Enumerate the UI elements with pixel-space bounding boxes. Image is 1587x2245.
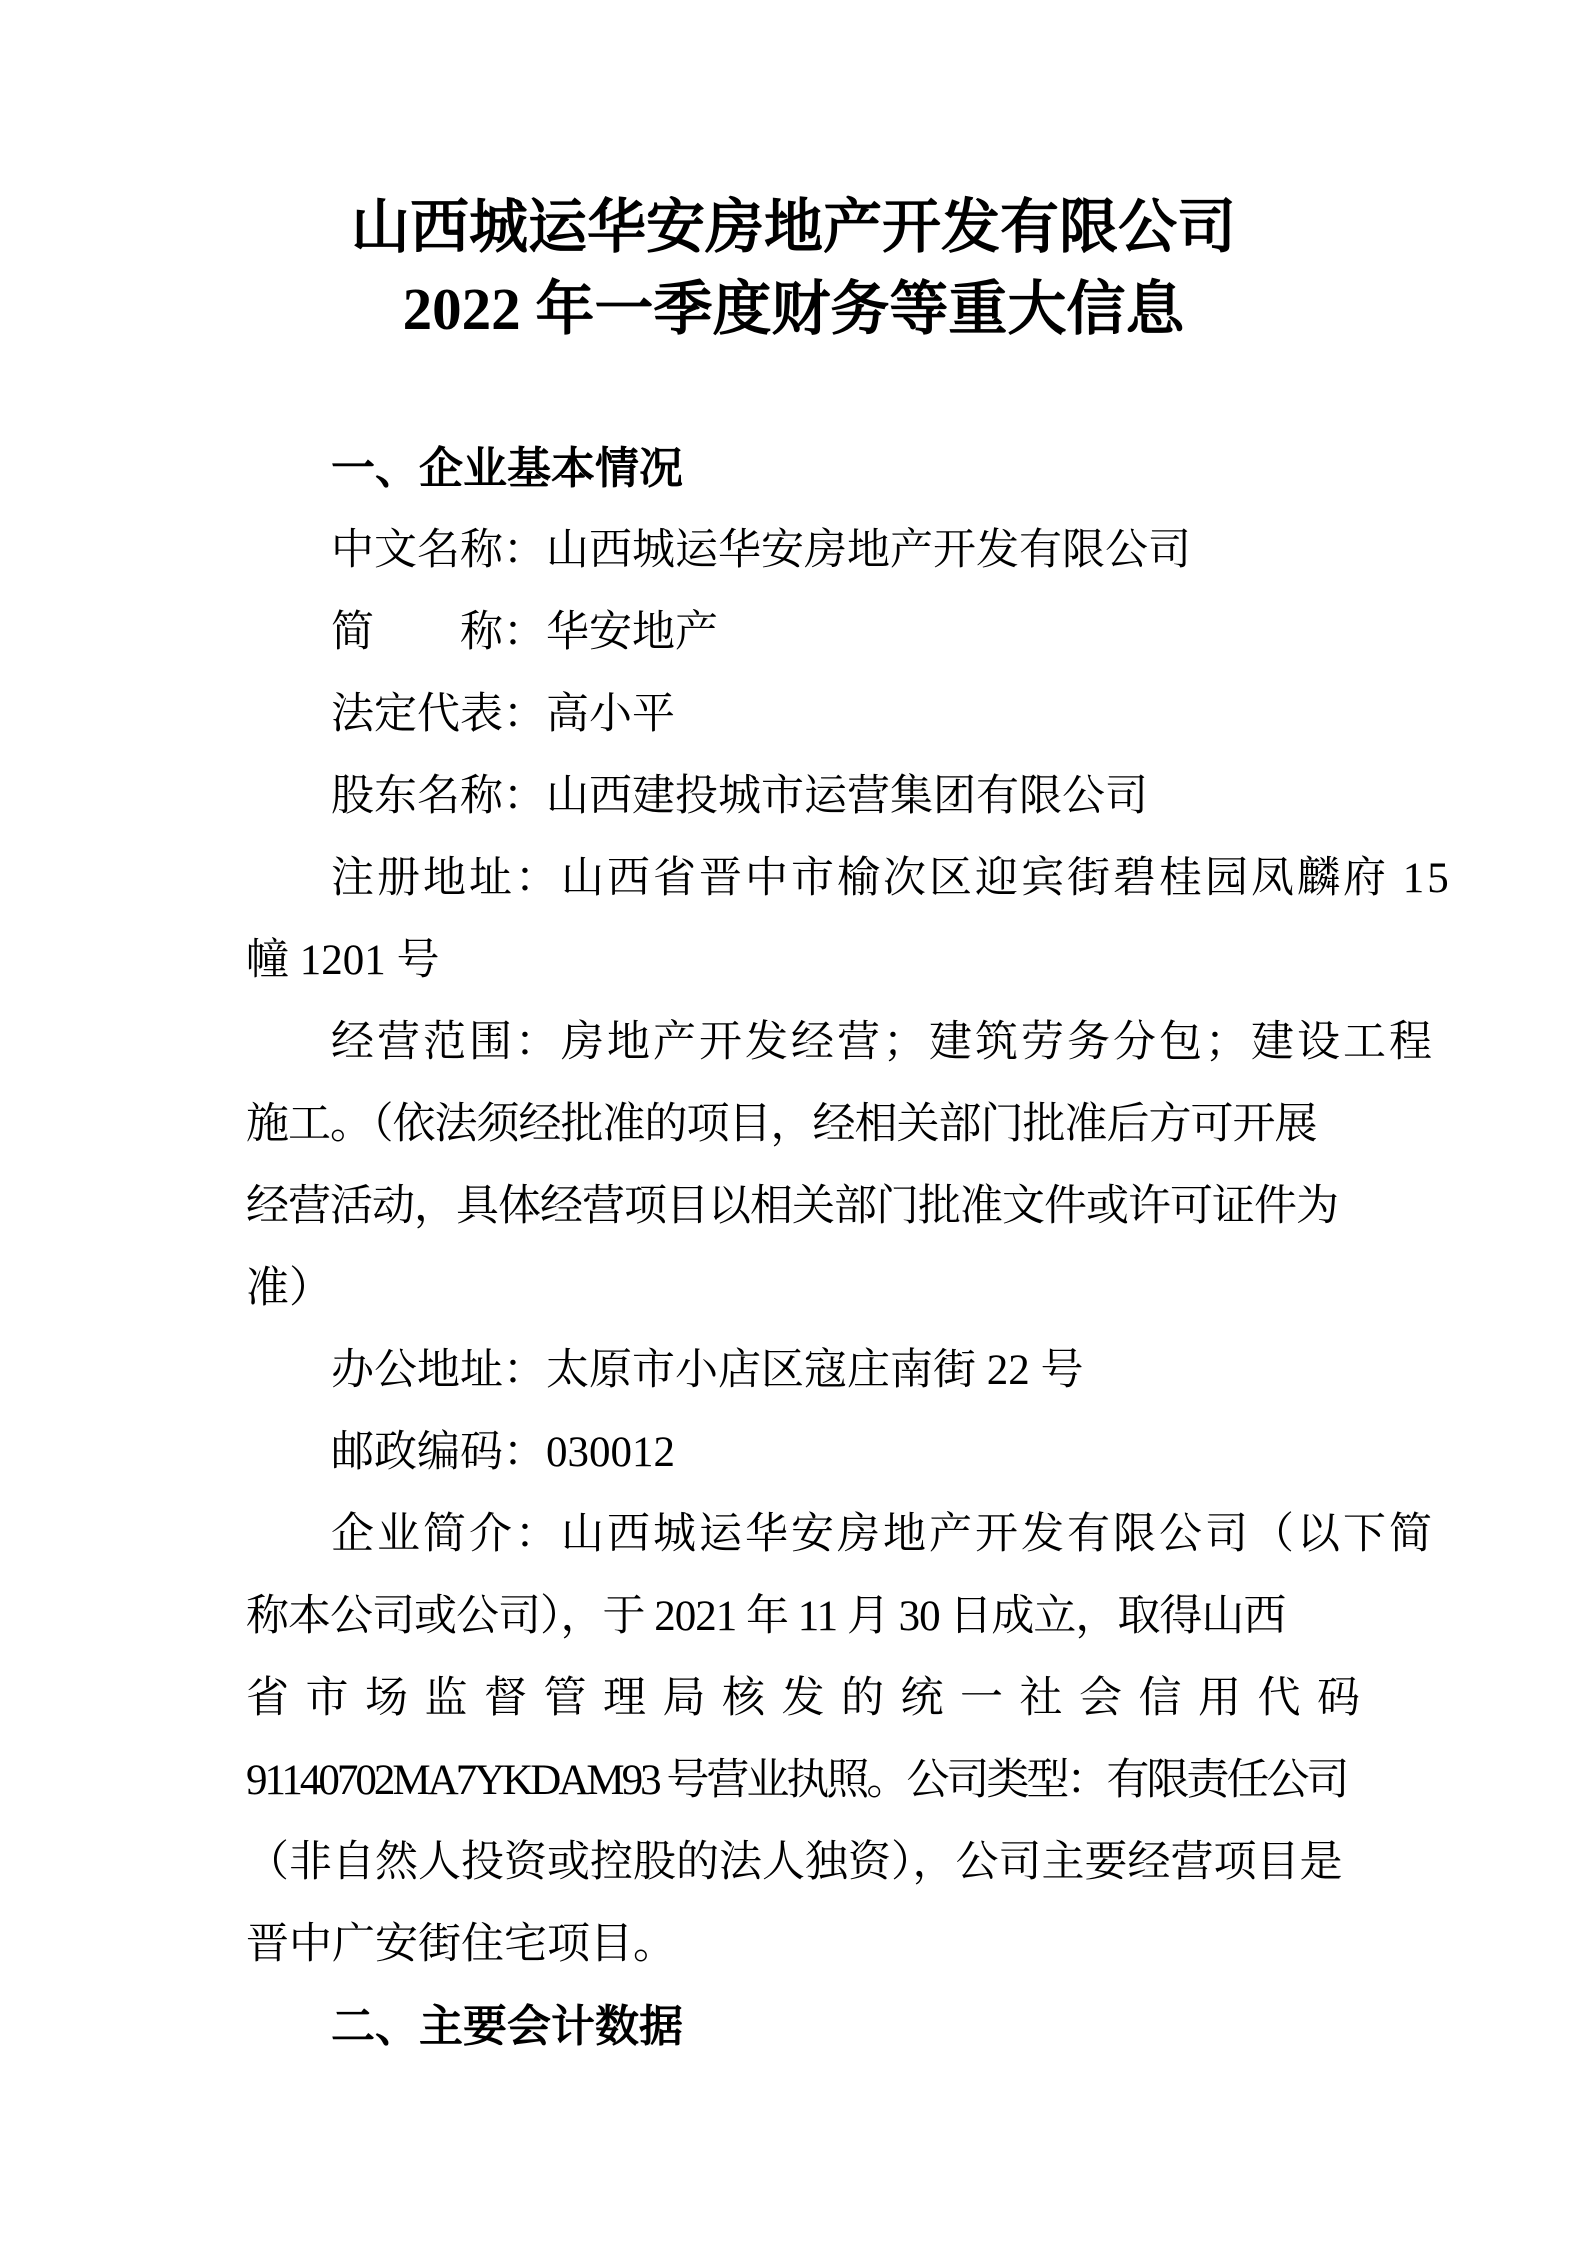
company-profile-line-1: 企业简介：山西城运华安房地产开发有限公司（以下简 <box>331 1511 1435 1558</box>
title-line-2: 2022 年一季度财务等重大信息 <box>402 276 1185 342</box>
field-shareholder-name: 股东名称：山西建投城市运营集团有限公司 <box>331 773 1148 820</box>
company-profile-line-2: 称本公司或公司），于 2021 年 11 月 30 日成立，取得山西 <box>246 1593 1286 1640</box>
title-line-1: 山西城运华安房地产开发有限公司 <box>350 194 1236 260</box>
field-chinese-name: 中文名称：山西城运华安房地产开发有限公司 <box>331 527 1191 574</box>
field-business-scope-line-4: 准） <box>246 1265 332 1312</box>
document-body <box>246 428 1452 2068</box>
field-registered-address-line-2: 幢 1201 号 <box>246 937 440 984</box>
company-profile-line-3: 省市场监督管理局核发的统一社会信用代码 <box>246 1675 1377 1722</box>
document-title <box>0 186 1587 350</box>
field-office-address: 办公地址：太原市小店区寇庄南街 22 号 <box>331 1347 1084 1394</box>
field-registered-address-line-1: 注册地址：山西省晋中市榆次区迎宾街碧桂园凤麟府 15 <box>331 855 1452 902</box>
company-profile-line-6: 晋中广安街住宅项目。 <box>246 1921 676 1968</box>
field-short-name: 简 称：华安地产 <box>331 609 718 656</box>
company-profile-line-5: （非自然人投资或控股的法人独资），公司主要经营项目是 <box>246 1839 1343 1886</box>
field-postal-code: 邮政编码：030012 <box>331 1429 675 1476</box>
field-business-scope-line-2: 施工。（依法须经批准的项目，经相关部门批准后方可开展 <box>246 1101 1317 1148</box>
section-heading-basic-info: 一、企业基本情况 <box>331 443 683 494</box>
section-heading-accounting-data: 二、主要会计数据 <box>331 2001 683 2052</box>
company-profile-line-4: 91140702MA7YKDAM93 号营业执照。公司类型：有限责任公司 <box>246 1757 1347 1804</box>
field-business-scope-line-3: 经营活动，具体经营项目以相关部门批准文件或许可证件为 <box>246 1183 1338 1230</box>
field-legal-representative: 法定代表：高小平 <box>331 691 675 738</box>
field-business-scope-line-1: 经营范围：房地产开发经营；建筑劳务分包；建设工程 <box>331 1019 1435 1066</box>
